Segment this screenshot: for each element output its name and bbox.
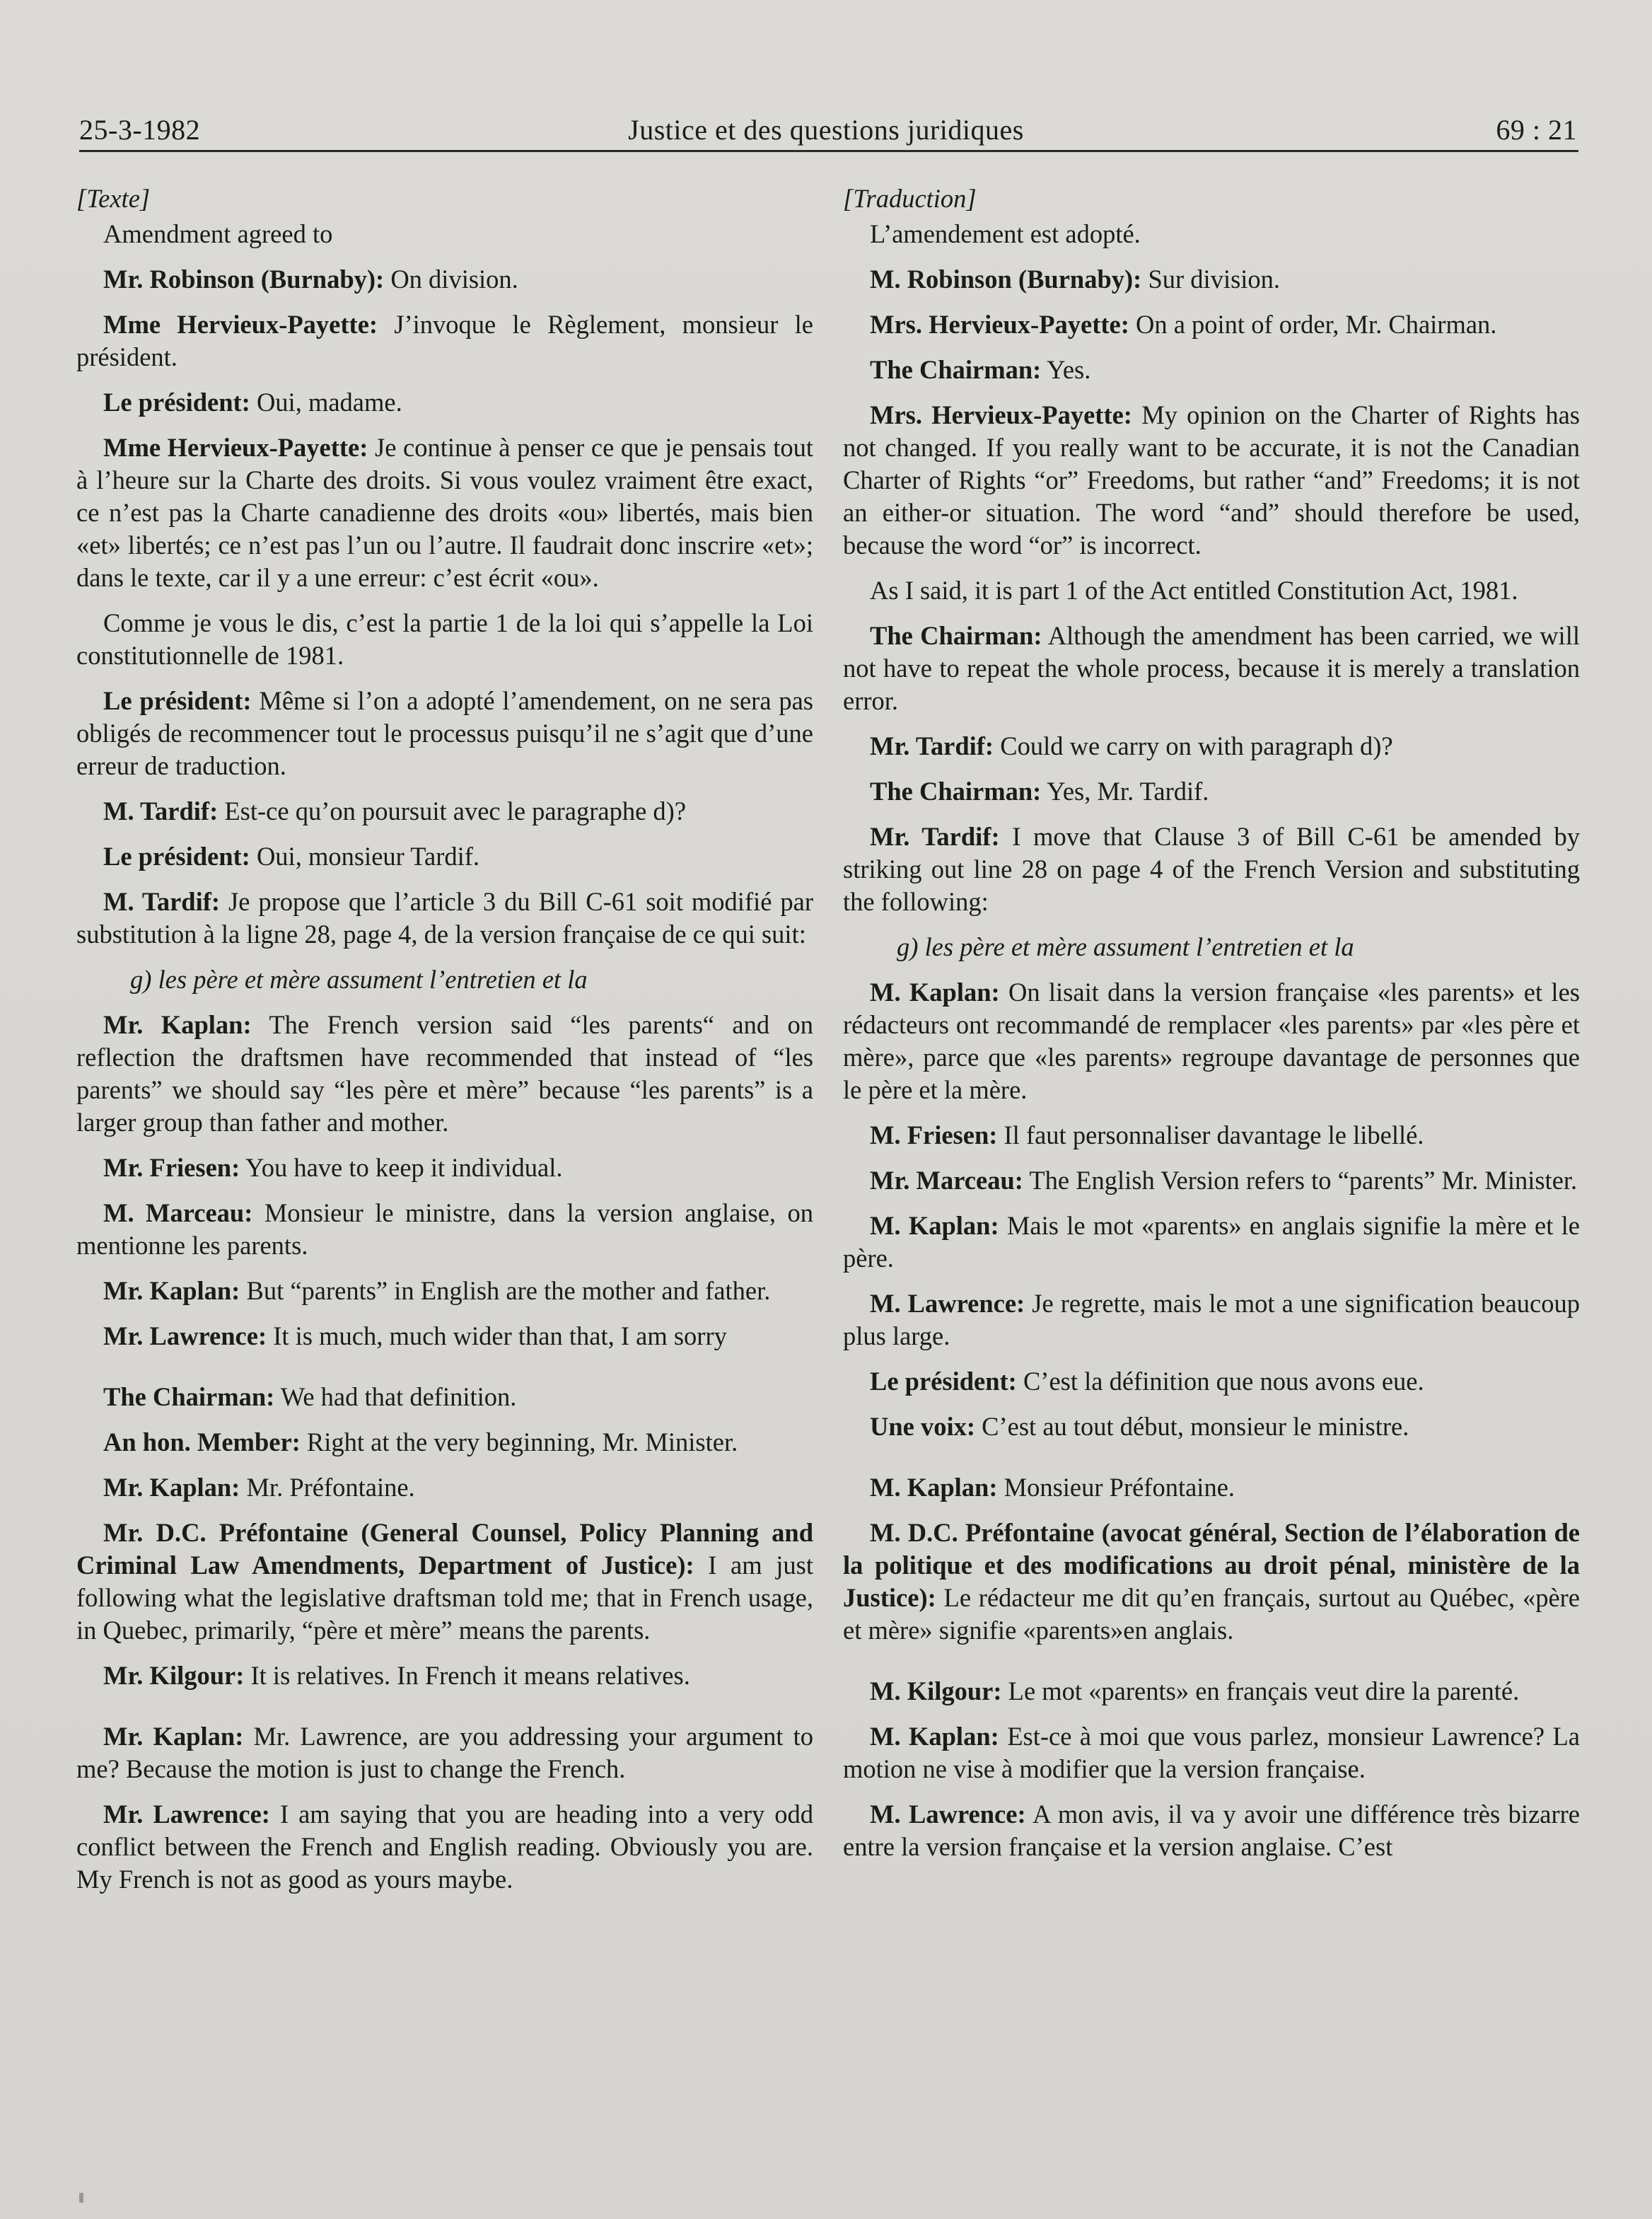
speaker-name: M. Lawrence: <box>870 1800 1026 1829</box>
paragraph <box>76 218 813 250</box>
paragraph <box>76 1471 813 1504</box>
paragraph-text: A mon avis, il va y avoir une différence très bizarre entre la version française et la version anglaise. C’est <box>843 1800 1580 1861</box>
speaker-name: The Chairman: <box>103 1382 275 1411</box>
paragraph-text: g) les père et mère assument l’entretien et la <box>130 965 588 994</box>
paragraph <box>843 399 1580 562</box>
paragraph-text: Est-ce qu’on poursuit avec le paragraphe d)? <box>218 796 687 825</box>
header-rule <box>79 150 1578 152</box>
paragraph-text: I am saying that you are heading into a very odd conflict between the French and English reading. Obviously you are. My French is not as good as yours maybe. <box>76 1800 813 1894</box>
speaker-name: The Chairman: <box>870 355 1042 384</box>
speaker-name: M. Lawrence: <box>870 1289 1025 1318</box>
paragraph-text: The French version said “les parents“ and on reflection the draftsmen have recommended that instead of “les parents” we should say “les père et mère” because “les parents” is a larger group than father and mother. <box>76 1010 813 1137</box>
paragraph-text: It is much, much wider than that, I am sorry <box>267 1321 727 1350</box>
paragraph-text: Mr. Préfontaine. <box>240 1473 415 1502</box>
speaker-name: Une voix: <box>870 1412 976 1441</box>
speaker-name: Mr. Kaplan: <box>103 1722 244 1751</box>
paragraph <box>76 886 813 951</box>
paragraph <box>843 775 1580 808</box>
paragraph <box>76 1275 813 1307</box>
paragraph-text: g) les père et mère assument l’entretien et la <box>897 932 1354 961</box>
paragraph-text: On lisait dans la version française «les parents» et les rédacteurs ont recommandé de remplacer «les parents» par «les père et mère», parce que «les parents» regroupe davantage de personnes que le père et la mère. <box>843 978 1580 1104</box>
paragraph-text: Although the amendment has been carried, we will not have to repeat the whole process, because it is merely a translation error. <box>843 621 1580 715</box>
paragraph <box>76 386 813 419</box>
paragraph-text: Amendment agreed to <box>103 219 333 248</box>
paragraph <box>843 1410 1580 1443</box>
speaker-name: Mr. Kilgour: <box>103 1661 245 1690</box>
speaker-name: Le président: <box>103 842 250 871</box>
paragraph-text: Mr. Lawrence, are you addressing your argument to me? Because the motion is just to change the French. <box>76 1722 813 1783</box>
paragraph-text: Oui, madame. <box>250 388 402 417</box>
speaker-name: Mr. Tardif: <box>870 731 994 760</box>
speaker-name: Le président: <box>103 686 252 715</box>
speaker-name: M. Marceau: <box>103 1198 253 1227</box>
paragraph <box>843 620 1580 717</box>
paragraph-text: Le mot «parents» en français veut dire la parenté. <box>1001 1676 1520 1705</box>
paragraph <box>843 1720 1580 1785</box>
paragraph-text: Right at the very beginning, Mr. Minister. <box>300 1427 738 1456</box>
paragraph <box>843 308 1580 341</box>
speaker-name: Mme Hervieux-Payette: <box>103 433 368 462</box>
paragraph-text: Le rédacteur me dit qu’en français, surtout au Québec, «père et mère» signifie «parents»en anglais. <box>843 1583 1580 1645</box>
paragraph-text: Comme je vous le dis, c’est la partie 1 de la loi qui s’appelle la Loi constitutionnelle de 1981. <box>76 608 813 670</box>
speaker-name: Mr. D.C. Préfontaine (General Counsel, Policy Planning and Criminal Law Amendments, Department of Justice): <box>76 1518 813 1580</box>
paragraph <box>843 730 1580 763</box>
paragraph-text: Il faut personnaliser davantage le libellé. <box>997 1120 1424 1149</box>
paragraph <box>76 263 813 296</box>
paragraph <box>843 1471 1580 1504</box>
speaker-name: An hon. Member: <box>103 1427 301 1456</box>
left-column <box>76 182 813 1908</box>
speaker-name: Mr. Lawrence: <box>103 1321 267 1350</box>
speaker-name: Mr. Lawrence: <box>103 1800 270 1829</box>
speaker-name: Mr. Friesen: <box>103 1153 240 1182</box>
paragraph-text: My opinion on the Charter of Rights has not changed. If you really want to be accurate, it is not the Canadian Charter of Rights “or” Freedoms, but rather “and” Freedoms; it is not an either-or situation. The word “and” should therefore be used, because the word “or” is incorrect. <box>843 400 1580 560</box>
speaker-name: The Chairman: <box>870 777 1042 806</box>
paragraph-text: As I said, it is part 1 of the Act entitled Constitution Act, 1981. <box>870 576 1518 605</box>
speaker-name: Mr. Kaplan: <box>103 1010 252 1039</box>
paragraph <box>76 840 813 873</box>
paragraph-text: Mais le mot «parents» en anglais signifie la mère et le père. <box>843 1211 1580 1273</box>
speaker-name: M. D.C. Préfontaine (avocat général, Section de l’élaboration de la politique et des modifications au droit pénal, ministère de la Justice): <box>843 1518 1580 1612</box>
paragraph <box>843 263 1580 296</box>
speaker-name: Mrs. Hervieux-Payette: <box>870 400 1132 429</box>
speaker-name: Mme Hervieux-Payette: <box>103 310 378 339</box>
speaker-name: M. Kaplan: <box>870 1722 999 1751</box>
speaker-name: M. Kaplan: <box>870 978 1000 1007</box>
paragraph <box>76 1009 813 1139</box>
paragraph-text: C’est la définition que nous avons eue. <box>1016 1367 1424 1396</box>
header-title: Justice et des questions juridiques <box>628 114 1024 146</box>
paragraph <box>843 1517 1580 1647</box>
paragraph <box>76 685 813 782</box>
paragraph <box>76 1320 813 1352</box>
speaker-name: Le président: <box>103 388 250 417</box>
paragraph <box>843 1210 1580 1275</box>
paragraph-text: On division. <box>384 265 518 294</box>
paragraph-text: Could we carry on with paragraph d)? <box>994 731 1393 760</box>
paragraph-text: On a point of order, Mr. Chairman. <box>1129 310 1497 339</box>
paragraph <box>843 1365 1580 1398</box>
paragraph-text: We had that definition. <box>274 1382 517 1411</box>
paragraph-text: Yes. <box>1041 355 1091 384</box>
paragraph <box>76 1720 813 1785</box>
paragraph-text: Monsieur le ministre, dans la version anglaise, on mentionne les parents. <box>76 1198 813 1260</box>
paragraph <box>76 1517 813 1647</box>
paragraph <box>843 1675 1580 1708</box>
paragraph-text: But “parents” in English are the mother and father. <box>240 1276 771 1305</box>
header-date: 25-3-1982 <box>79 114 201 146</box>
paragraph <box>76 795 813 828</box>
speaker-name: M. Tardif: <box>103 796 219 825</box>
paragraph-text: You have to keep it individual. <box>240 1153 563 1182</box>
paragraph-text: I move that Clause 3 of Bill C-61 be amended by striking out line 28 on page 4 of the French Version and substituting the following: <box>843 822 1580 916</box>
paragraph <box>76 1381 813 1413</box>
paragraph <box>76 308 813 373</box>
speaker-name: Mr. Kaplan: <box>103 1276 240 1305</box>
paragraph-text: C’est au tout début, monsieur le ministre. <box>975 1412 1409 1441</box>
scan-mark <box>79 2193 83 2203</box>
paragraph <box>76 431 813 594</box>
paragraph-text: Est-ce à moi que vous parlez, monsieur Lawrence? La motion ne vise à modifier que la version française. <box>843 1722 1580 1783</box>
paragraph-text: Sur division. <box>1141 265 1281 294</box>
left-column-label: [Texte] <box>76 184 151 213</box>
speaker-name: M. Kilgour: <box>870 1676 1002 1705</box>
paragraph <box>76 1659 813 1692</box>
speaker-name: Mr. Tardif: <box>870 822 1000 851</box>
header-page-number: 69 : 21 <box>1496 114 1577 146</box>
paragraph-text: J’invoque le Règlement, monsieur le président. <box>76 310 814 371</box>
paragraph <box>76 1197 813 1262</box>
paragraph-text: Oui, monsieur Tardif. <box>250 842 480 871</box>
paragraph <box>843 574 1580 607</box>
speaker-name: M. Kaplan: <box>870 1473 998 1502</box>
quoted-amendment <box>76 963 813 996</box>
paragraph <box>76 1798 813 1896</box>
speaker-name: Mr. Marceau: <box>870 1166 1023 1195</box>
paragraph <box>843 976 1580 1106</box>
right-column-label: [Traduction] <box>843 184 977 213</box>
paragraph <box>843 354 1580 386</box>
speaker-name: M. Robinson (Burnaby): <box>870 265 1142 294</box>
paragraph-text: Je propose que l’article 3 du Bill C-61 soit modifié par substitution à la ligne 28, page 4, de la version française de ce qui suit: <box>76 887 813 949</box>
speaker-name: M. Tardif: <box>103 887 221 916</box>
paragraph-text: Je continue à penser ce que je pensais tout à l’heure sur la Charte des droits. Si vous voulez vraiment être exact, ce n’est pas la Charte canadienne des droits «ou» libertés, mais bien «et» libertés; ce n’est pas l’un ou l’autre. Il faudrait donc inscrire «et»; dans le texte, car il y a une erreur: c’est écrit «ou». <box>76 433 813 592</box>
paragraph <box>843 1164 1580 1197</box>
paragraph-text: Même si l’on a adopté l’amendement, on ne sera pas obligés de recommencer tout le processus puisqu’il ne s’agit que d’une erreur de traduction. <box>76 686 814 780</box>
speaker-name: Mr. Robinson (Burnaby): <box>103 265 385 294</box>
paragraph <box>843 821 1580 918</box>
paragraph <box>843 1798 1580 1863</box>
paragraph <box>843 218 1580 250</box>
paragraph <box>843 1287 1580 1352</box>
paragraph-text: Monsieur Préfontaine. <box>997 1473 1235 1502</box>
paragraph-text: I am just following what the legislative draftsman told me; that in French usage, in Quebec, primarily, “père et mère” means the parents. <box>76 1551 813 1645</box>
speaker-name: The Chairman: <box>870 621 1042 650</box>
quoted-amendment <box>843 931 1580 963</box>
speaker-name: Mrs. Hervieux-Payette: <box>870 310 1129 339</box>
paragraph <box>76 1426 813 1459</box>
speaker-name: M. Friesen: <box>870 1120 998 1149</box>
speaker-name: Le président: <box>870 1367 1017 1396</box>
paragraph <box>76 607 813 672</box>
paragraph-text: Yes, Mr. Tardif. <box>1041 777 1209 806</box>
paragraph-text: It is relatives. In French it means relatives. <box>244 1661 690 1690</box>
paragraph-text: Je regrette, mais le mot a une signification beaucoup plus large. <box>843 1289 1580 1350</box>
speaker-name: Mr. Kaplan: <box>103 1473 240 1502</box>
paragraph <box>76 1152 813 1184</box>
paragraph <box>843 1119 1580 1152</box>
speaker-name: M. Kaplan: <box>870 1211 999 1240</box>
right-column <box>843 182 1580 1876</box>
paragraph-text: The English Version refers to “parents” Mr. Minister. <box>1023 1166 1578 1195</box>
paragraph-text: L’amendement est adopté. <box>870 219 1141 248</box>
